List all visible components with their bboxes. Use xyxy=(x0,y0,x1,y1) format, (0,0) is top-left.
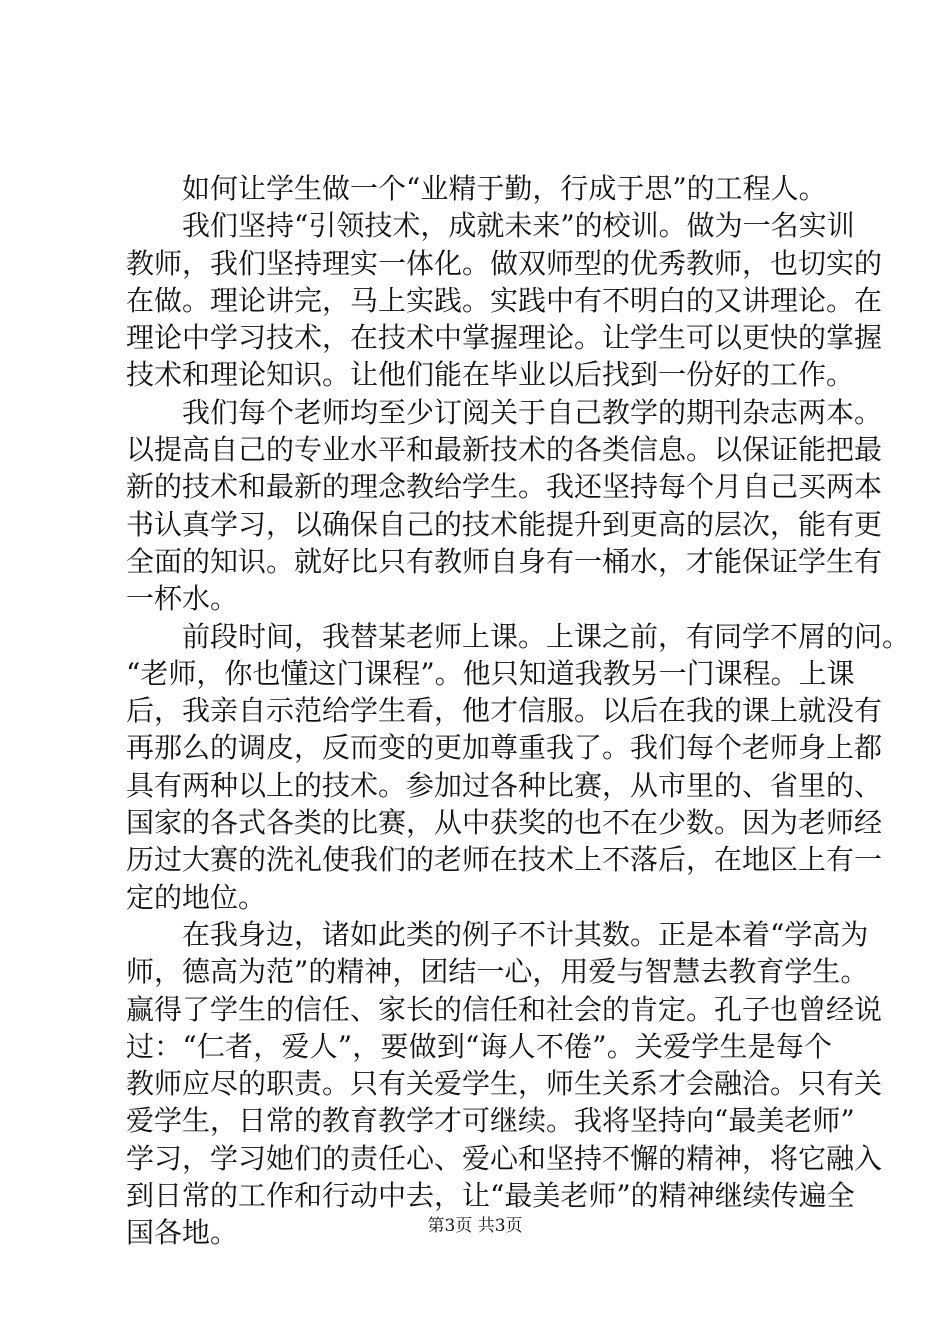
text-line: 如何让学生做一个“业精于勤，行成于思”的工程人。 xyxy=(182,172,827,205)
text-line: 我们每个老师均至少订阅关于自己教学的期刊杂志两本。 xyxy=(182,395,883,429)
text-line: 在我身边，诸如此类的例子不计其数。正是本着“学高为 xyxy=(182,917,869,951)
text-line: 技术和理论知识。让他们能在毕业以后找到一份好的工作。 xyxy=(126,358,855,392)
text-line: 书认真学习，以确保自己的技术能提升到更高的层次，能有更 xyxy=(126,507,883,541)
text-line: 新的技术和最新的理念教给学生。我还坚持每个月自己买两本 xyxy=(126,470,883,504)
text-line: “老师，你也懂这门课程”。他只知道我教另一门课程。上课 xyxy=(126,656,855,690)
text-line: 教师，我们坚持理实一体化。做双师型的优秀教师，也切实的 xyxy=(126,246,883,280)
text-line: 国各地。 xyxy=(126,1216,239,1250)
text-line: 国家的各式各类的比赛，从中获奖的也不在少数。因为老师经 xyxy=(126,806,883,840)
page-footer: 第3页 共3页 xyxy=(427,1216,523,1236)
text-line: 赢得了学生的信任、家长的信任和社会的肯定。孔子也曾经说 xyxy=(126,992,883,1026)
text-line: 历过大赛的洗礼使我们的老师在技术上不落后，在地区上有一 xyxy=(126,843,883,877)
text-line: 理论中学习技术，在技术中掌握理论。让学生可以更快的掌握 xyxy=(126,321,883,355)
text-line: 爱学生，日常的教育教学才可继续。我将坚持向“最美老师” xyxy=(126,1104,855,1138)
document-body xyxy=(126,170,911,1252)
text-line: 师，德高为范”的精神，团结一心，用爱与智慧去教育学生。 xyxy=(126,955,869,989)
text-line: 教师应尽的职责。只有关爱学生，师生关系才会融洽。只有关 xyxy=(126,1067,883,1101)
text-line: 在做。理论讲完，马上实践。实践中有不明白的又讲理论。在 xyxy=(126,283,883,317)
text-line: 过：“仁者，爱人”，要做到“诲人不倦”。关爱学生是每个 xyxy=(126,1029,832,1063)
text-line: 学习，学习她们的责任心、爱心和坚持不懈的精神，将它融入 xyxy=(126,1141,883,1175)
text-line: 前段时间，我替某老师上课。上课之前，有同学不屑的问。 xyxy=(182,619,911,653)
text-line: 后，我亲自示范给学生看，他才信服。以后在我的课上就没有 xyxy=(126,694,883,728)
text-line: 以提高自己的专业水平和最新技术的各类信息。以保证能把最 xyxy=(126,433,883,467)
text-line: 我们坚持“引领技术，成就未来”的校训。做为一名实训 xyxy=(182,209,855,243)
text-line: 具有两种以上的技术。参加过各种比赛，从市里的、省里的、 xyxy=(126,768,883,802)
text-line: 一杯水。 xyxy=(126,582,239,616)
text-line: 定的地位。 xyxy=(126,880,267,914)
text-line: 到日常的工作和行动中去，让“最美老师”的精神继续传遍全 xyxy=(126,1179,855,1213)
text-line: 再那么的调皮，反而变的更加尊重我了。我们每个老师身上都 xyxy=(126,731,883,765)
text-line: 全面的知识。就好比只有教师自身有一桶水，才能保证学生有 xyxy=(126,544,883,578)
